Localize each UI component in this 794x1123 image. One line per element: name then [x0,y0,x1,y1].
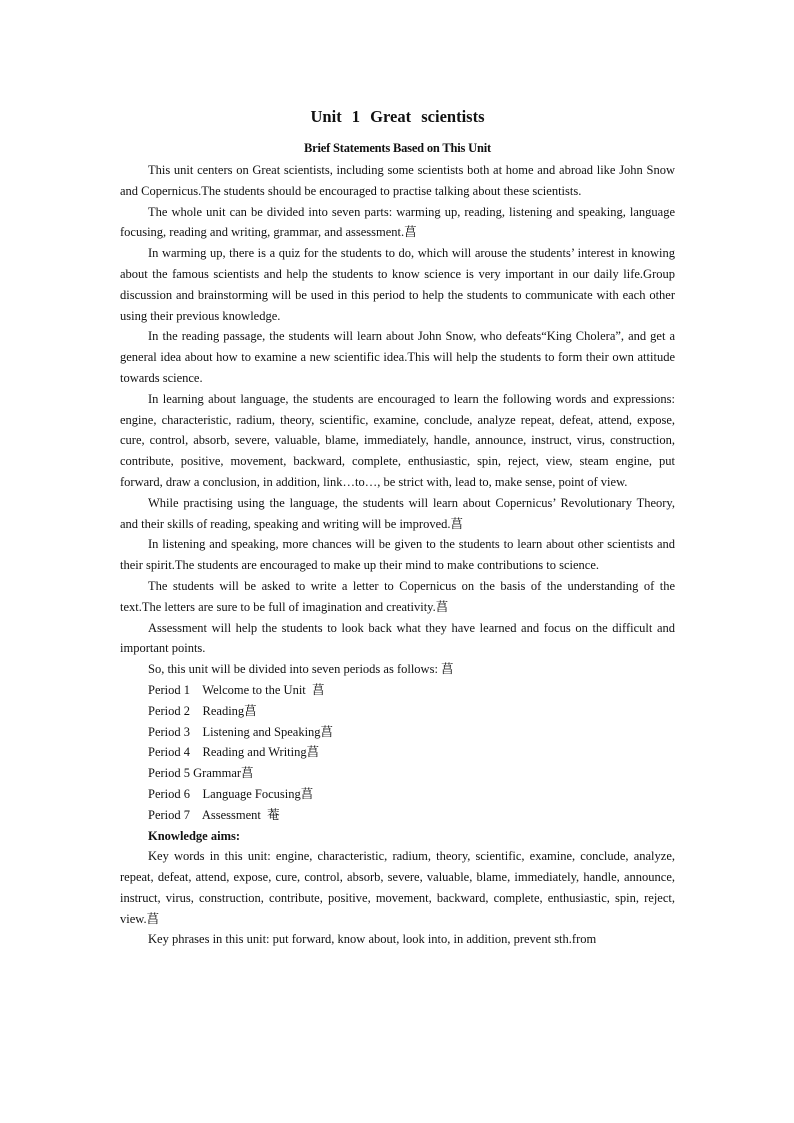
period-item: Period 2 Reading菖 [148,703,257,718]
document-body [120,104,675,950]
reading-paragraph: In the reading passage, the students will learn about John Snow, who defeats“King Cholera”, and get a general idea about how to examine a new scientific idea.This will help the students to form their own attitude towards science. [120,329,675,385]
assessment-paragraph: Assessment will help the students to look back what they have learned and focus on the difficult and important points. [120,620,675,656]
language-paragraph: In learning about language, the students are encouraged to learn the following words and expressions: engine, characteristic, radium, theory, scientific, examine, conclude, analyze repeat, defeat, attend, expose, cure, control, absorb, severe, valuable, blame, immediately, handle, announce, instruct, virus, construction, contribute, positive, movement, backward, complete, enthusiastic, spin, reject, view, steam engine, put forward, draw a conclusion, in addition, link…to…, be strict with, lead to, make sense, point of view. [120,391,675,489]
unit-parts-paragraph: The whole unit can be divided into seven parts: warming up, reading, listening and speaking, language focusing, reading and writing, grammar, and assessment.菖 [120,204,675,240]
period-item: Period 1 Welcome to the Unit 菖 [148,682,325,697]
period-item: Period 6 Language Focusing菖 [148,786,314,801]
key-words-paragraph: Key words in this unit: engine, characteristic, radium, theory, scientific, examine, conclude, analyze, repeat, defeat, attend, expose, cure, control, absorb, severe, valuable, blame, immediately, handle, announce, instruct, virus, construction, contribute, positive, movement, backward, complete, enthusiastic, spin, reject, view.菖 [120,849,675,926]
period-item: Period 3 Listening and Speaking菖 [148,724,334,739]
period-item: Period 4 Reading and Writing菖 [148,745,320,760]
knowledge-aims-heading: Knowledge aims: [148,828,241,843]
section-subtitle: Brief Statements Based on This Unit [304,141,491,155]
intro-paragraph: This unit centers on Great scientists, including some scientists both at home and abroad like John Snow and Copernicus.The students should be encouraged to practise talking about these scientists. [120,163,675,198]
warming-up-paragraph: In warming up, there is a quiz for the students to do, which will arouse the students’ interest in knowing about the famous scientists and help the students to know science is very important in our daily life.Group discussion and brainstorming will be used in this period to help the students to communicate with each other using their previous knowledge. [120,246,675,323]
period-item: Period 5 Grammar菖 [148,766,254,781]
period-list [120,680,675,826]
periods-intro-paragraph: So, this unit will be divided into seven periods as follows: 菖 [148,662,454,677]
practising-paragraph: While practising using the language, the students will learn about Copernicus’ Revolutionary Theory, and their skills of reading, speaking and writing will be improved.菖 [120,495,675,531]
letter-paragraph: The students will be asked to write a letter to Copernicus on the basis of the understanding of the text.The letters are sure to be full of imagination and creativity.菖 [120,578,675,614]
listening-paragraph: In listening and speaking, more chances will be given to the students to learn about other scientists and their spirit.The students are encouraged to make up their mind to make contributions to science. [120,537,675,573]
key-phrases-paragraph: Key phrases in this unit: put forward, know about, look into, in addition, prevent sth.from [148,932,597,947]
unit-title: Unit 1 Great scientists [310,107,485,126]
period-item: Period 7 Assessment 菴 [148,807,280,822]
